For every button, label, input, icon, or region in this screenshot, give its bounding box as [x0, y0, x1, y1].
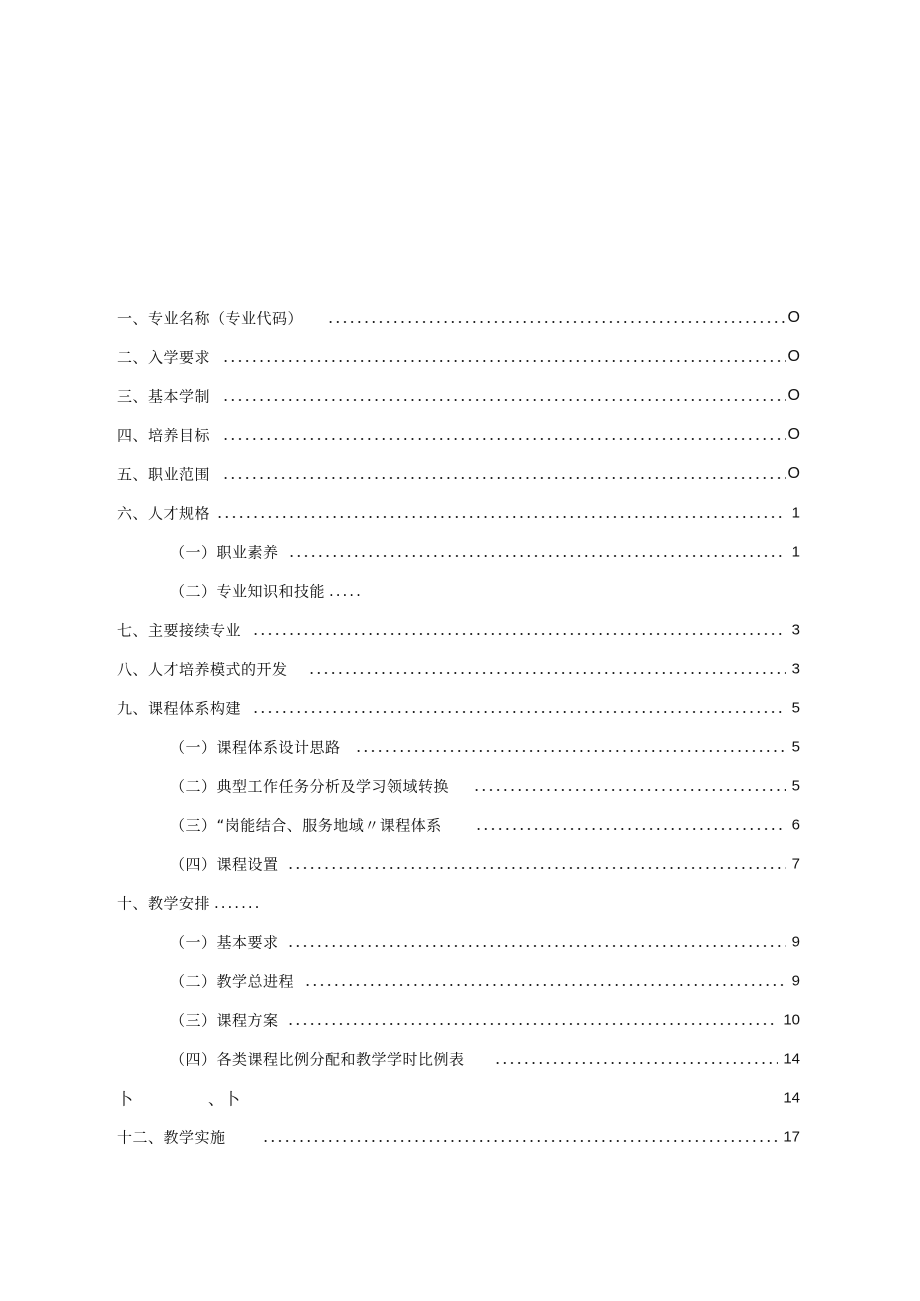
toc-leader [287, 867, 786, 869]
toc-entry-title: （一）职业素养 [170, 543, 279, 561]
toc-entry[interactable] [0, 610, 920, 649]
table-of-contents [0, 298, 920, 1156]
toc-page-number: 1 [791, 504, 800, 521]
toc-page-number: 10 [783, 1011, 800, 1028]
toc-entry-title: （三）“岗能结合、服务地域〃课程体系 [170, 816, 442, 834]
toc-page-number: 17 [783, 1128, 800, 1145]
toc-entry-title: 二、入学要求 [117, 348, 211, 366]
toc-page-number: 9 [791, 933, 800, 950]
toc-entry[interactable] [0, 415, 920, 454]
toc-page-number: 5 [791, 777, 800, 794]
toc-entry-title: 三、基本学制 [117, 387, 211, 405]
toc-page-number: 3 [791, 621, 800, 638]
toc-entry-title: 八、人才培养模式的开发 [117, 660, 288, 678]
toc-entry[interactable] [0, 337, 920, 376]
toc-entry-title: 九、课程体系构建 [117, 699, 242, 717]
toc-leader [287, 1023, 778, 1025]
toc-entry-title: （一）基本要求 [170, 933, 279, 951]
toc-leader [287, 945, 786, 947]
toc-entry[interactable] [0, 649, 920, 688]
toc-entry[interactable] [0, 805, 920, 844]
toc-page-number: O [787, 308, 800, 326]
toc-leader: ....... [214, 893, 262, 912]
toc-entry[interactable] [0, 454, 920, 493]
toc-page-number: 9 [791, 972, 800, 989]
toc-entry[interactable] [0, 1078, 920, 1117]
toc-leader [327, 321, 786, 323]
toc-leader [304, 984, 786, 986]
toc-entry-title: （四）课程设置 [170, 855, 279, 873]
toc-entry-title: （二）典型工作任务分析及学习领域转换 [170, 777, 450, 795]
toc-leader [222, 477, 786, 479]
toc-leader [222, 399, 786, 401]
toc-entry[interactable] [0, 961, 920, 1000]
toc-leader [222, 438, 786, 440]
toc-page-number: O [787, 347, 800, 365]
toc-page-number: O [787, 425, 800, 443]
toc-entry-title: 十、教学安排 [117, 894, 211, 912]
toc-entry-title: 卜 [117, 1089, 134, 1108]
toc-entry-title: （四）各类课程比例分配和教学学时比例表 [170, 1050, 465, 1068]
toc-page-number: 7 [791, 855, 800, 872]
toc-leader [262, 1140, 778, 1142]
toc-entry[interactable] [0, 922, 920, 961]
toc-page-number: O [787, 464, 800, 482]
toc-entry-title: 七、主要接续专业 [117, 621, 242, 639]
toc-entry-title: 一、专业名称（专业代码） [117, 309, 304, 327]
toc-entry[interactable] [0, 1117, 920, 1156]
toc-leader [355, 750, 786, 752]
toc-leader [252, 633, 786, 635]
toc-entry[interactable] [0, 844, 920, 883]
toc-entry[interactable] [0, 688, 920, 727]
toc-page-number: 6 [791, 816, 800, 833]
toc-leader [494, 1062, 778, 1064]
toc-entry[interactable] [0, 532, 920, 571]
toc-page-number: 5 [791, 699, 800, 716]
toc-page-number: 14 [783, 1050, 800, 1067]
toc-entry[interactable] [0, 493, 920, 532]
toc-entry[interactable] [0, 1000, 920, 1039]
toc-entry-title: （一）课程体系设计思路 [170, 738, 341, 756]
toc-entry-title: 十二、教学实施 [117, 1128, 226, 1146]
toc-entry[interactable] [0, 883, 920, 922]
toc-page-number: 5 [791, 738, 800, 755]
toc-entry-title: 、卜 [208, 1089, 241, 1108]
toc-entry[interactable] [0, 766, 920, 805]
toc-entry[interactable] [0, 571, 920, 610]
toc-page-number: 14 [783, 1089, 800, 1106]
toc-entry-title: 四、培养目标 [117, 426, 211, 444]
toc-leader [475, 828, 786, 830]
toc-page-number: O [787, 386, 800, 404]
toc-leader [308, 672, 786, 674]
toc-leader [252, 711, 786, 713]
toc-entry-title: （二）教学总进程 [170, 972, 295, 990]
toc-entry[interactable] [0, 376, 920, 415]
toc-page-number: 3 [791, 660, 800, 677]
toc-leader [288, 555, 786, 557]
toc-entry-title: 六、人才规格 [117, 504, 211, 522]
toc-leader [216, 516, 786, 518]
toc-leader: ..... [329, 581, 363, 600]
toc-entry-title: （二）专业知识和技能 [170, 582, 326, 600]
toc-leader [222, 360, 786, 362]
toc-entry-title: （三）课程方案 [170, 1011, 279, 1029]
toc-entry[interactable] [0, 727, 920, 766]
toc-page-number: 1 [791, 543, 800, 560]
toc-entry-title: 五、职业范围 [117, 465, 211, 483]
toc-entry[interactable] [0, 1039, 920, 1078]
toc-leader [473, 789, 786, 791]
toc-entry[interactable] [0, 298, 920, 337]
